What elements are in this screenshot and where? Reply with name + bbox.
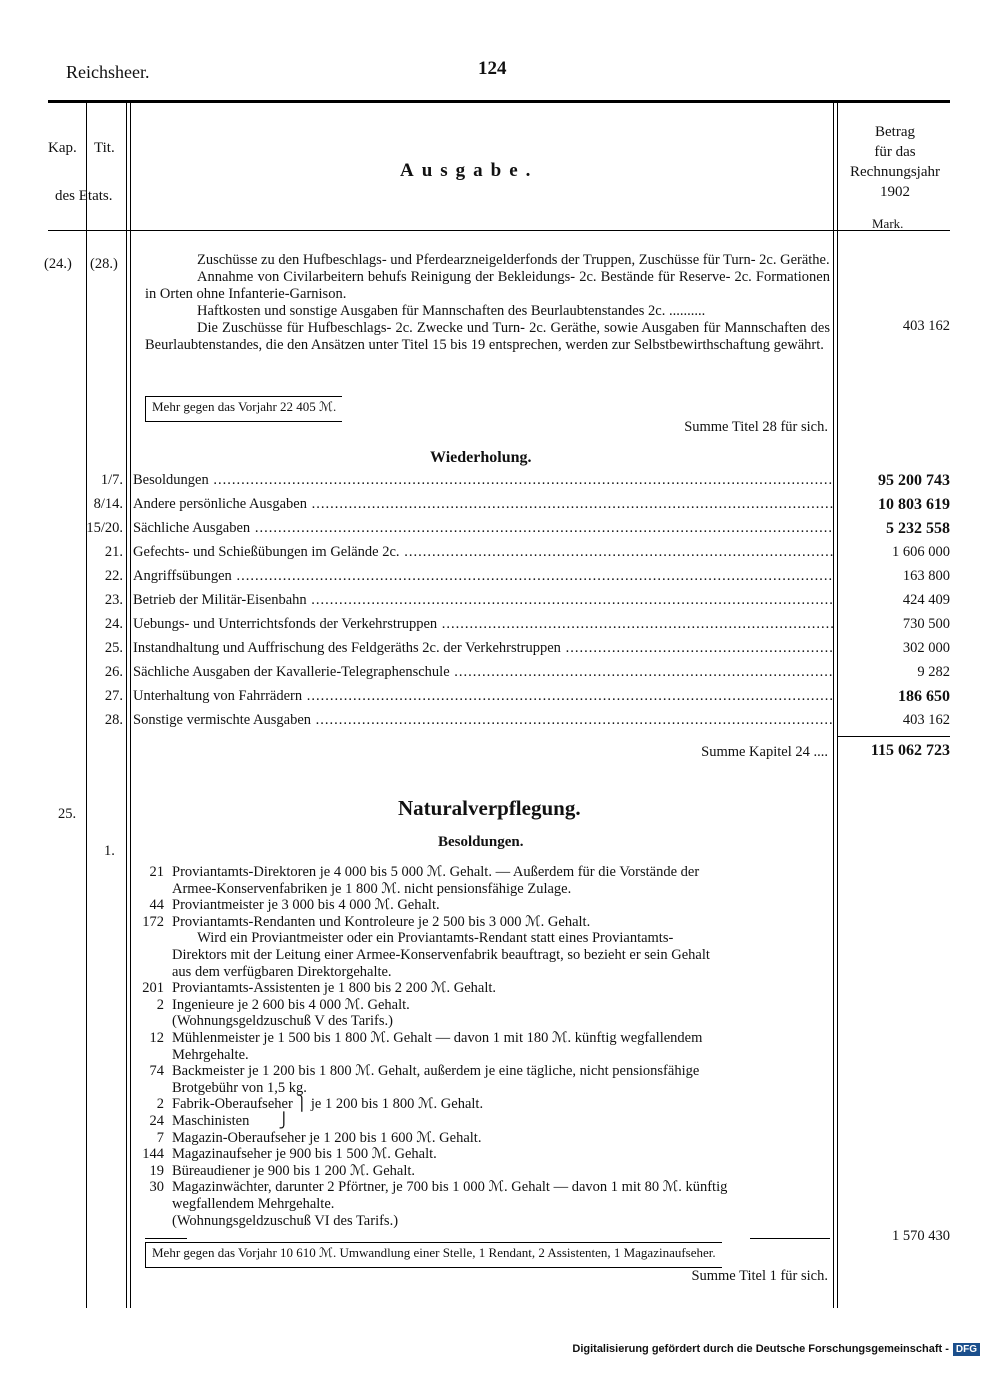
row-amount: 10 803 619 [878, 496, 950, 513]
section24-note [145, 396, 342, 422]
row-amount: 5 232 558 [886, 520, 950, 537]
staff-line: Backmeister je 1 200 bis 1 800 ℳ. Gehalt, außerdem je eine tägliche, nicht pensionsfähige [172, 1063, 700, 1080]
staff-count: 74 [149, 1063, 164, 1080]
section25-heading: Naturalverpflegung. [398, 796, 581, 820]
section24-amount: 403 162 [902, 318, 950, 334]
section24-text [145, 252, 830, 354]
staff-line: Wird ein Proviantmeister oder ein Proviantamts-Rendant statt eines Proviantamts- [172, 930, 674, 947]
paragraph: Haftkosten und sonstige Ausgaben für Mannschaften des Beurlaubtenstandes 2c. .......... [197, 303, 706, 319]
running-head: Reichsheer. [66, 62, 150, 82]
staff-count: 172 [142, 913, 164, 930]
staff-line: (Wohnungsgeldzuschuß VI des Tarifs.) [172, 1212, 399, 1229]
sum-rule [838, 736, 950, 737]
staff-count: 44 [149, 897, 164, 914]
row-label-text: Sächliche Ausgaben [133, 520, 251, 536]
row-tit: 15/20. [86, 520, 123, 536]
kap25-label: 25. [58, 806, 77, 822]
staff-count: 21 [149, 864, 164, 880]
staff-line: Mehrgehalte. [172, 1046, 249, 1063]
paragraph: Zuschüsse zu den Hufbeschlags- und Pferdearzneigelderfonds der Truppen, Zuschüsse für Turn- 2c. Geräthe. [197, 252, 830, 268]
row-label-text: Gefechts- und Schießübungen im Gelände 2c. [133, 544, 400, 560]
staff-count: 24 [149, 1113, 164, 1129]
wiederholung-row [0, 520, 1000, 542]
betrag-line: Betrag [875, 124, 915, 140]
paragraph: Die Zuschüsse für Hufbeschlags- 2c. Zwecke und Turn- 2c. Geräthe, sowie Ausgaben für Mannschaften des Beurlaubtenstandes, die den Ansätzen unter Titel 15 bis 19 entsprechen, werden zur Selbstbewirthschaftung gewährt. [145, 320, 830, 353]
row-label-text: Sonstige vermischte Ausgaben [133, 712, 312, 728]
row-tit: 26. [104, 664, 123, 680]
row-amount: 163 800 [902, 568, 950, 584]
kap-label: (24.) [44, 256, 72, 272]
staff-count: 30 [149, 1179, 164, 1196]
wiederholung-heading: Wiederholung. [430, 449, 532, 466]
wiederholung-row [0, 544, 1000, 566]
staff-line: Magazinaufseher je 900 bis 1 500 ℳ. Gehalt. [172, 1146, 437, 1163]
row-tit: 27. [104, 688, 123, 704]
staff-line: Magazinwächter, darunter 2 Pförtner, je 700 bis 1 000 ℳ. Gehalt — davon 1 mit 80 ℳ. künftig [172, 1179, 728, 1196]
row-label [133, 520, 833, 537]
paragraph: Annahme von Civilarbeitern behufs Reinigung der Bekleidungs- 2c. Bestände für Reserve- 2c. Formationen in Orten ohne Infanterie-Garnison. [145, 269, 830, 302]
betrag-line: 1902 [880, 184, 910, 200]
staff-count: 2 [156, 996, 164, 1013]
staff-line: Direktors mit der Leitung einer Armee-Konservenfabrik beauftragt, so bezieht er sein Gehalt [172, 947, 710, 963]
row-label-text: Besoldungen [133, 472, 209, 488]
note-text: Mehr gegen das Vorjahr 22 405 ℳ. [152, 399, 337, 414]
staff-count: 201 [142, 980, 164, 997]
row-amount: 9 282 [917, 664, 950, 680]
section25-amount: 1 570 430 [892, 1228, 950, 1244]
row-tit: 1/7. [100, 472, 123, 488]
wiederholung-row [0, 472, 1000, 494]
wiederholung-row [0, 640, 1000, 662]
wiederholung-row [0, 664, 1000, 686]
page-number: 124 [478, 58, 507, 79]
staff-count: 7 [156, 1129, 164, 1146]
staff-line: Ingenieure je 2 600 bis 4 000 ℳ. Gehalt. [172, 996, 410, 1013]
section25-summe: Summe Titel 1 für sich. [691, 1268, 828, 1284]
col-head-tit: Tit. [94, 140, 115, 156]
row-label-text: Sächliche Ausgaben der Kavallerie-Telegraphenschule [133, 664, 450, 680]
item-rule [750, 1238, 830, 1239]
row-tit: 21. [104, 544, 123, 560]
staff-line: wegfallendem Mehrgehalte. [172, 1196, 335, 1212]
row-amount: 730 500 [902, 616, 950, 632]
row-label [133, 712, 833, 729]
betrag-line: für das [874, 144, 916, 160]
row-label [133, 688, 833, 705]
wiederholung-row [0, 712, 1000, 734]
row-label-text: Betrieb der Militär-Eisenbahn [133, 592, 307, 608]
row-label-text: Andere persönliche Ausgaben [133, 496, 307, 512]
row-label [133, 472, 833, 489]
staff-line: Büreaudiener je 900 bis 1 200 ℳ. Gehalt. [172, 1162, 416, 1179]
row-amount: 424 409 [902, 592, 950, 608]
head-rule [48, 230, 950, 231]
staff-line: Mühlenmeister je 1 500 bis 1 800 ℳ. Gehalt — davon 1 mit 180 ℳ. künftig wegfallendem [172, 1030, 703, 1046]
item-rule-left [145, 1238, 187, 1239]
col-head-unit: Mark. [872, 216, 904, 231]
staff-line: Proviantamts-Direktoren je 4 000 bis 5 000 ℳ. Gehalt. — Außerdem für die Vorstände der [172, 864, 700, 880]
staff-line: Brotgebühr von 1,5 kg. [172, 1079, 307, 1096]
section25-note [145, 1242, 722, 1268]
section24-summe: Summe Titel 28 für sich. [684, 419, 828, 435]
staff-line: Proviantamts-Assistenten je 1 800 bis 2 200 ℳ. Gehalt. [172, 980, 496, 997]
staff-line: Proviantamts-Rendanten und Kontroleure je 2 500 bis 3 000 ℳ. Gehalt. [172, 913, 591, 930]
note-text: Mehr gegen das Vorjahr 10 610 ℳ. Umwandlung einer Stelle, 1 Rendant, 2 Assistenten, 1 Magazinaufseher. [152, 1245, 716, 1260]
section25-subheading: Besoldungen. [438, 834, 524, 850]
staff-line: Fabrik-Oberaufseher ⎫ je 1 200 bis 1 800 ℳ. Gehalt. [172, 1096, 484, 1113]
col-head-kap: Kap. [48, 140, 77, 156]
tit-label: (28.) [90, 256, 118, 272]
wiederholung-row [0, 568, 1000, 590]
row-amount: 186 650 [898, 688, 950, 705]
staff-line: Maschinisten ⎭ [172, 1113, 290, 1129]
kapitel24-summe-label: Summe Kapitel 24 .... [701, 744, 828, 760]
row-label [133, 616, 833, 633]
row-label-text: Angriffsübungen [133, 568, 232, 584]
row-tit: 25. [104, 640, 123, 656]
col-head-betrag [845, 122, 945, 202]
wiederholung-row [0, 592, 1000, 614]
row-label [133, 640, 833, 657]
footer-text: Digitalisierung gefördert durch die Deutsche Forschungsgemeinschaft - [572, 1343, 949, 1355]
row-amount: 1 606 000 [892, 544, 950, 560]
staff-line: Magazin-Oberaufseher je 1 200 bis 1 600 ℳ. Gehalt. [172, 1129, 482, 1146]
betrag-line: Rechnungsjahr [850, 164, 940, 180]
row-tit: 22. [104, 568, 123, 584]
row-amount: 95 200 743 [878, 472, 950, 489]
col-head-des-etats: des Etats. [55, 188, 113, 204]
row-label [133, 592, 833, 609]
row-label-text: Instandhaltung und Auffrischung des Feldgeräths 2c. der Verkehrstruppen [133, 640, 561, 656]
staff-line: Armee-Konservenfabriken je 1 800 ℳ. nicht pensionsfähige Zulage. [172, 880, 572, 897]
dfg-logo: DFG [953, 1343, 980, 1356]
tit1-label: 1. [104, 843, 115, 859]
row-tit: 28. [104, 712, 123, 728]
row-label [133, 664, 833, 681]
staff-count: 19 [149, 1162, 164, 1179]
row-tit: 23. [104, 592, 123, 608]
wiederholung-row [0, 616, 1000, 638]
kapitel24-summe-amount: 115 062 723 [870, 742, 950, 759]
staff-count: 12 [149, 1030, 164, 1046]
staff-count: 2 [156, 1096, 164, 1113]
staff-line: (Wohnungsgeldzuschuß V des Tarifs.) [172, 1013, 393, 1030]
row-label-text: Unterhaltung von Fahrrädern [133, 688, 303, 704]
top-rule [48, 100, 950, 103]
row-label [133, 568, 833, 585]
row-tit: 8/14. [93, 496, 123, 512]
row-amount: 403 162 [902, 712, 950, 728]
staff-line: Proviantmeister je 3 000 bis 4 000 ℳ. Gehalt. [172, 897, 440, 914]
wiederholung-row [0, 688, 1000, 710]
wiederholung-row [0, 496, 1000, 518]
table-title: Ausgabe. [400, 160, 539, 181]
staff-count: 144 [142, 1146, 164, 1163]
row-label [133, 544, 833, 561]
row-label [133, 496, 833, 513]
staff-line: aus dem verfügbaren Direktorgehalte. [172, 963, 392, 980]
row-label-text: Uebungs- und Unterrichtsfonds der Verkehrstruppen [133, 616, 438, 632]
row-amount: 302 000 [902, 640, 950, 656]
footer-credit [572, 1343, 980, 1356]
row-tit: 24. [104, 616, 123, 632]
